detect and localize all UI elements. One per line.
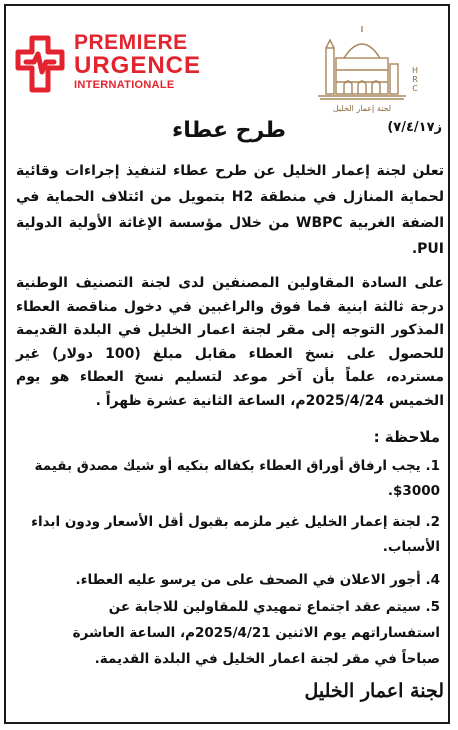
signature: لجنة اعمار الخليل: [304, 680, 444, 702]
pui-logo: [14, 30, 214, 110]
note-item: 1. يجب ارفاق أوراق العطاء بكفاله بنكيه أو شيك مصدق بقيمة 3000$.: [34, 458, 440, 499]
pui-line1: PREMIERE: [74, 31, 188, 54]
pui-cross-icon: [14, 32, 66, 96]
note-item: 5. سيتم عقد اجتماع تمهيدي للمقاولين للاجابة عن استفساراتهم يوم الاثنين 2025/4/21م، الساعة العاشرة صباحاً في مقر لجنة اعمار الخليل في البلدة القديمة.: [72, 599, 440, 667]
pui-line2: URGENCE: [74, 52, 202, 79]
contractors-paragraph: على السادة المقاولين المصنفين لدى لجنة التصنيف الوطنية درجة ثالثة ابنية فما فوق والراغبين في دخول مناقصة العطاء المذكور التوجه إلى مقر لجنة اعمار الخليل في البلدة القديمة للحصول على نسخ العطاء مقابل مبلغ (100 دولار) غير مسترده، علماً بأن آخر موعد لتسليم نسخ العطاء هو يوم الخميس 2025/4/24م، الساعة الثانية عشرة ظهراً .: [16, 275, 444, 409]
pui-wordmark: [74, 32, 201, 91]
committee-logo: [314, 26, 426, 116]
reference-number: ز٧/٤/١٧): [387, 120, 442, 135]
mosque-icon: [314, 26, 410, 104]
committee-abbrev: H R C: [411, 66, 418, 93]
note-item: 4. أجور الاعلان في الصحف على من يرسو عليه العطاء.: [75, 572, 440, 588]
announcement-paragraph: تعلن لجنة إعمار الخليل عن طرح عطاء لتنفيذ إجراءات وقائية لحماية المنازل في منطقة H2 بتمويل من ائتلاف الحماية في الضفة الغربية WBPC من خلال مؤسسة الإغاثة الأولية الدولية PUI.: [16, 163, 445, 257]
note-item: 2. لجنة إعمار الخليل غير ملزمه بقبول أقل الأسعار ودون ابداء الأسباب.: [31, 514, 440, 555]
pui-line3: INTERNATIONALE: [74, 79, 175, 91]
page-title: طرح عطاء: [172, 118, 286, 143]
committee-name: لجنة إعمار الخليل: [332, 104, 392, 113]
notes-heading: ملاحظة :: [373, 428, 440, 446]
